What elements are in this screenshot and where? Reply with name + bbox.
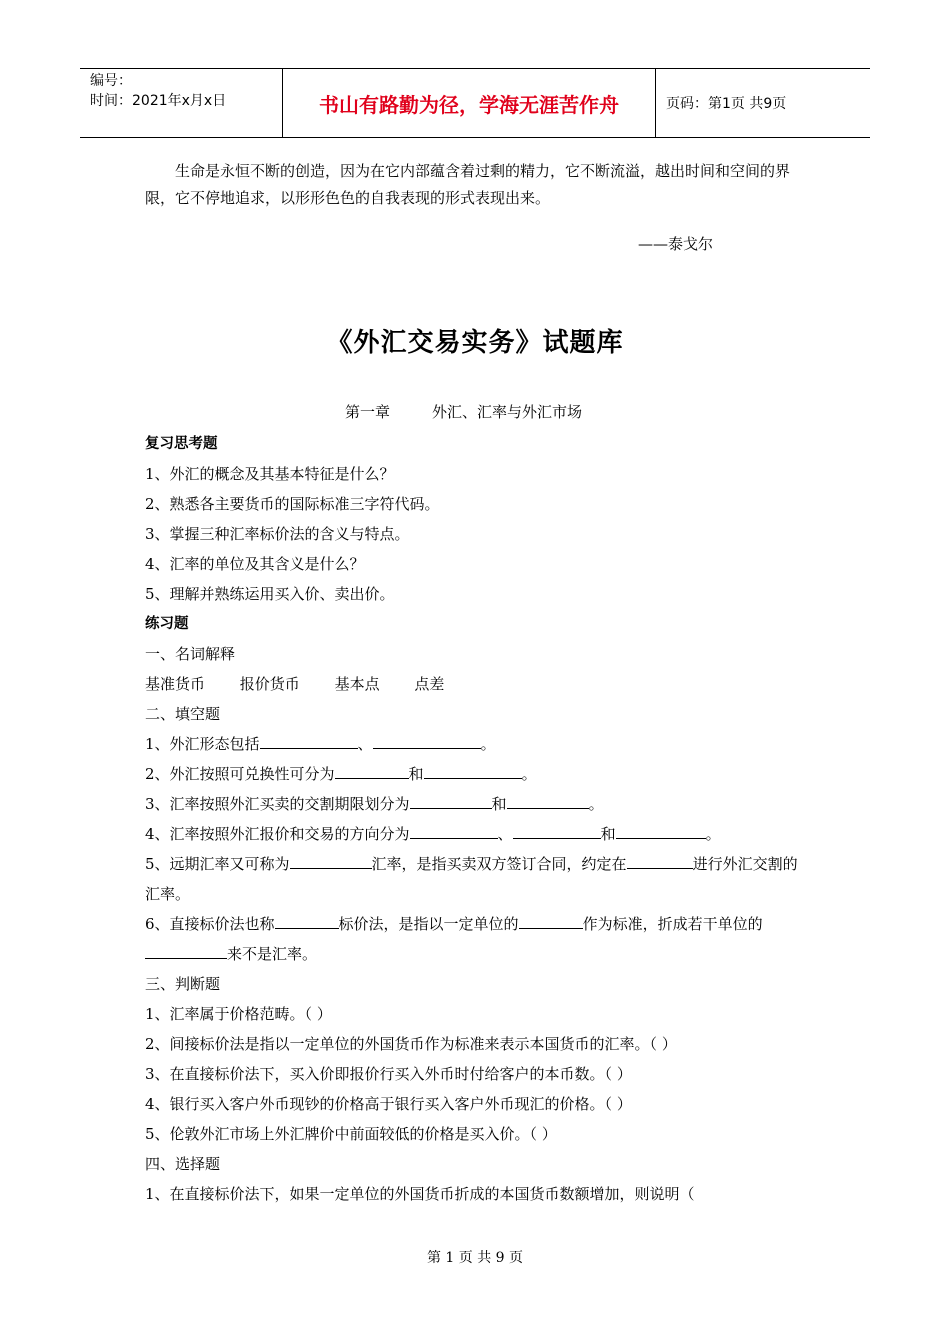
answer-blank: [275, 910, 339, 929]
answer-blank: [627, 850, 693, 869]
answer-blank: [410, 820, 498, 839]
fill-text: 标价法，是指以一定单位的: [338, 915, 519, 933]
answer-blank: [373, 730, 481, 749]
header-page-info: 页码：第1页 共9页: [666, 96, 787, 112]
fill-text: 。: [480, 735, 496, 753]
fill-text: 和: [491, 795, 507, 813]
fill-text: 、: [497, 825, 513, 843]
page-footer: 第 1 页 共 9 页: [426, 1250, 524, 1266]
fill-text: 5、远期汇率又可称为: [145, 855, 290, 873]
chapter-name: 外汇、汇率与外汇市场: [432, 403, 583, 421]
choice-question-1: 1、在直接标价法下，如果一定单位的外国货币折成的本国货币数额增加，则说明（: [145, 1185, 695, 1203]
choice-heading: 四、选择题: [145, 1155, 221, 1173]
judge-item: 1、汇率属于价格范畴。（ ）: [145, 1005, 332, 1023]
fill-text: 和: [408, 765, 424, 783]
exercises-heading: 练习题: [145, 616, 189, 632]
fill-question-6: [145, 909, 810, 969]
terms-list: [145, 669, 810, 699]
term-item: 基本点: [334, 675, 380, 693]
answer-blank: [507, 790, 589, 809]
fill-question-5: [145, 849, 810, 909]
fill-question-2: [145, 759, 810, 789]
review-item: 3、掌握三种汇率标价法的含义与特点。: [145, 525, 410, 543]
fill-text: 。: [521, 765, 537, 783]
fill-question-4: [145, 819, 810, 849]
page-header: [80, 68, 870, 138]
answer-blank: [290, 850, 372, 869]
answer-blank: [519, 910, 583, 929]
review-item: 4、汇率的单位及其含义是什么？: [145, 555, 365, 573]
chapter-heading: [345, 401, 582, 422]
judge-item: 4、银行买入客户外币现钞的价格高于银行买入客户外币现汇的价格。（ ）: [145, 1095, 632, 1113]
chapter-number: 第一章: [345, 403, 391, 421]
time-label: 时间：2021年x月x日: [90, 93, 227, 109]
header-meta: [80, 69, 282, 137]
fill-question-3: [145, 789, 810, 819]
quote-author: ——泰戈尔: [638, 235, 714, 253]
judge-heading: 三、判断题: [145, 975, 221, 993]
answer-blank: [513, 820, 601, 839]
fill-text: 4、汇率按照外汇报价和交易的方向分为: [145, 825, 410, 843]
header-motto: 书山有路勤为径，学海无涯苦作舟: [282, 69, 656, 137]
answer-blank: [335, 760, 409, 779]
fill-text: 汇率，是指买卖双方签订合同，约定在: [371, 855, 627, 873]
fill-text: 来不是汇率。: [227, 945, 318, 963]
fill-text: 6、直接标价法也称: [145, 915, 275, 933]
term-item: 基准货币: [145, 675, 206, 693]
fill-text: 3、汇率按照外汇买卖的交割期限划分为: [145, 795, 410, 813]
answer-blank: [424, 760, 522, 779]
terms-heading: 一、名词解释: [145, 645, 236, 663]
fill-text: 2、外汇按照可兑换性可分为: [145, 765, 335, 783]
judge-item: 2、间接标价法是指以一定单位的外国货币作为标准来表示本国货币的汇率。（ ）: [145, 1035, 677, 1053]
fill-text: 作为标准，折成若干单位的: [582, 915, 763, 933]
serial-label: 编号：: [90, 73, 132, 89]
document-title: 《外汇交易实务》试题库: [326, 328, 624, 358]
review-item: 2、熟悉各主要货币的国际标准三字符代码。: [145, 495, 440, 513]
fill-text: 。: [705, 825, 721, 843]
fill-text: 1、外汇形态包括: [145, 735, 260, 753]
fill-question-1: [145, 729, 810, 759]
review-item: 1、外汇的概念及其基本特征是什么？: [145, 465, 395, 483]
fill-text: 。: [588, 795, 604, 813]
fill-heading: 二、填空题: [145, 705, 221, 723]
fill-text: 和: [600, 825, 616, 843]
review-item: 5、理解并熟练运用买入价、卖出价。: [145, 585, 395, 603]
answer-blank: [145, 940, 227, 959]
judge-item: 5、伦敦外汇市场上外汇牌价中前面较低的价格是买入价。（ ）: [145, 1125, 557, 1143]
judge-item: 3、在直接标价法下，买入价即报价行买入外币时付给客户的本币数。（ ）: [145, 1065, 632, 1083]
quote-text: 生命是永恒不断的创造，因为在它内部蕴含着过剩的精力，它不断流溢，越出时间和空间的界限，它不停地追求，以形形色色的自我表现的形式表现出来。: [145, 162, 791, 207]
document-body: [145, 429, 810, 1209]
review-heading: 复习思考题: [145, 436, 218, 452]
term-item: 点差: [414, 675, 445, 693]
answer-blank: [616, 820, 706, 839]
answer-blank: [410, 790, 492, 809]
fill-text: 进行外汇交割的汇率。: [145, 855, 798, 903]
fill-text: 、: [357, 735, 373, 753]
term-item: 报价货币: [239, 675, 300, 693]
answer-blank: [260, 730, 358, 749]
